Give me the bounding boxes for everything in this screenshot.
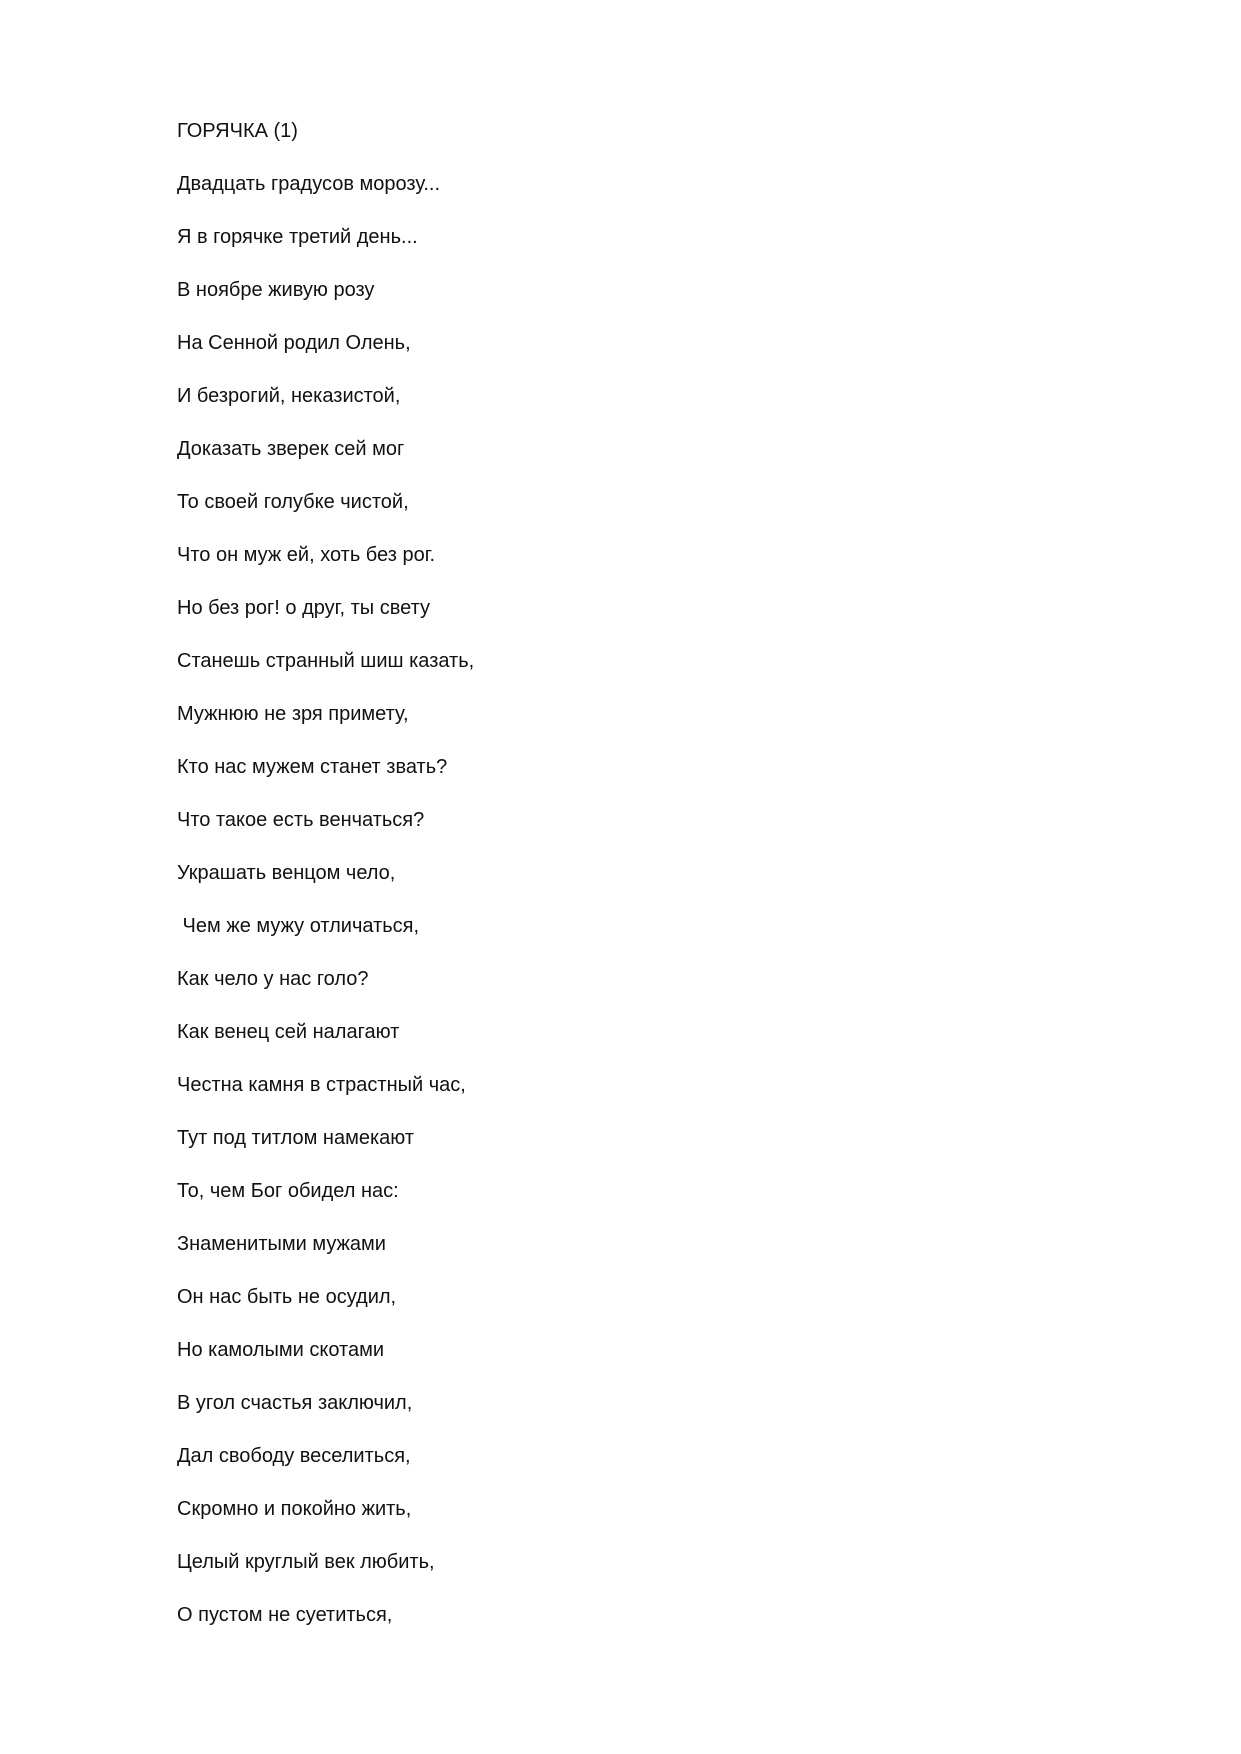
poem-line: Как венец сей налагают	[177, 1021, 400, 1043]
poem-line: В угол счастья заключил,	[177, 1392, 413, 1414]
poem-line: На Сенной родил Олень,	[177, 332, 411, 354]
poem-line: Тут под титлом намекают	[177, 1127, 415, 1149]
poem-title: ГОРЯЧКА (1)	[177, 120, 298, 142]
poem-line: Двадцать градусов морозу...	[177, 173, 441, 195]
poem-line: Честна камня в страстный час,	[177, 1074, 466, 1096]
poem-line: Дал свободу веселиться,	[177, 1445, 411, 1467]
poem-line: Что он муж ей, хоть без рог.	[177, 544, 436, 566]
poem-line: Что такое есть венчаться?	[177, 809, 425, 831]
poem-line: Станешь странный шиш казать,	[177, 650, 475, 672]
poem-line: Доказать зверек сей мог	[177, 438, 405, 460]
poem-line: Но без рог! о друг, ты свету	[177, 597, 430, 619]
poem-line: То своей голубке чистой,	[177, 491, 409, 513]
poem-line: Кто нас мужем станет звать?	[177, 756, 448, 778]
poem-line: И безрогий, неказистой,	[177, 385, 401, 407]
poem-line: Но камолыми скотами	[177, 1339, 385, 1361]
poem-line: В ноябре живую розу	[177, 279, 375, 301]
poem-line: Целый круглый век любить,	[177, 1551, 435, 1573]
poem-line: Он нас быть не осудил,	[177, 1286, 397, 1308]
poem-line: О пустом не суетиться,	[177, 1604, 393, 1626]
poem-line: Чем же мужу отличаться,	[177, 915, 420, 937]
poem-line: Я в горячке третий день...	[177, 226, 418, 248]
poem-line: Знаменитыми мужами	[177, 1233, 386, 1255]
poem-line: Мужнюю не зря примету,	[177, 703, 409, 725]
poem-line: То, чем Бог обидел нас:	[177, 1180, 399, 1202]
poem-line: Украшать венцом чело,	[177, 862, 396, 884]
poem-line: Как чело у нас голо?	[177, 968, 369, 990]
poem-text	[177, 118, 1077, 1655]
poem-line: Скромно и покойно жить,	[177, 1498, 412, 1520]
